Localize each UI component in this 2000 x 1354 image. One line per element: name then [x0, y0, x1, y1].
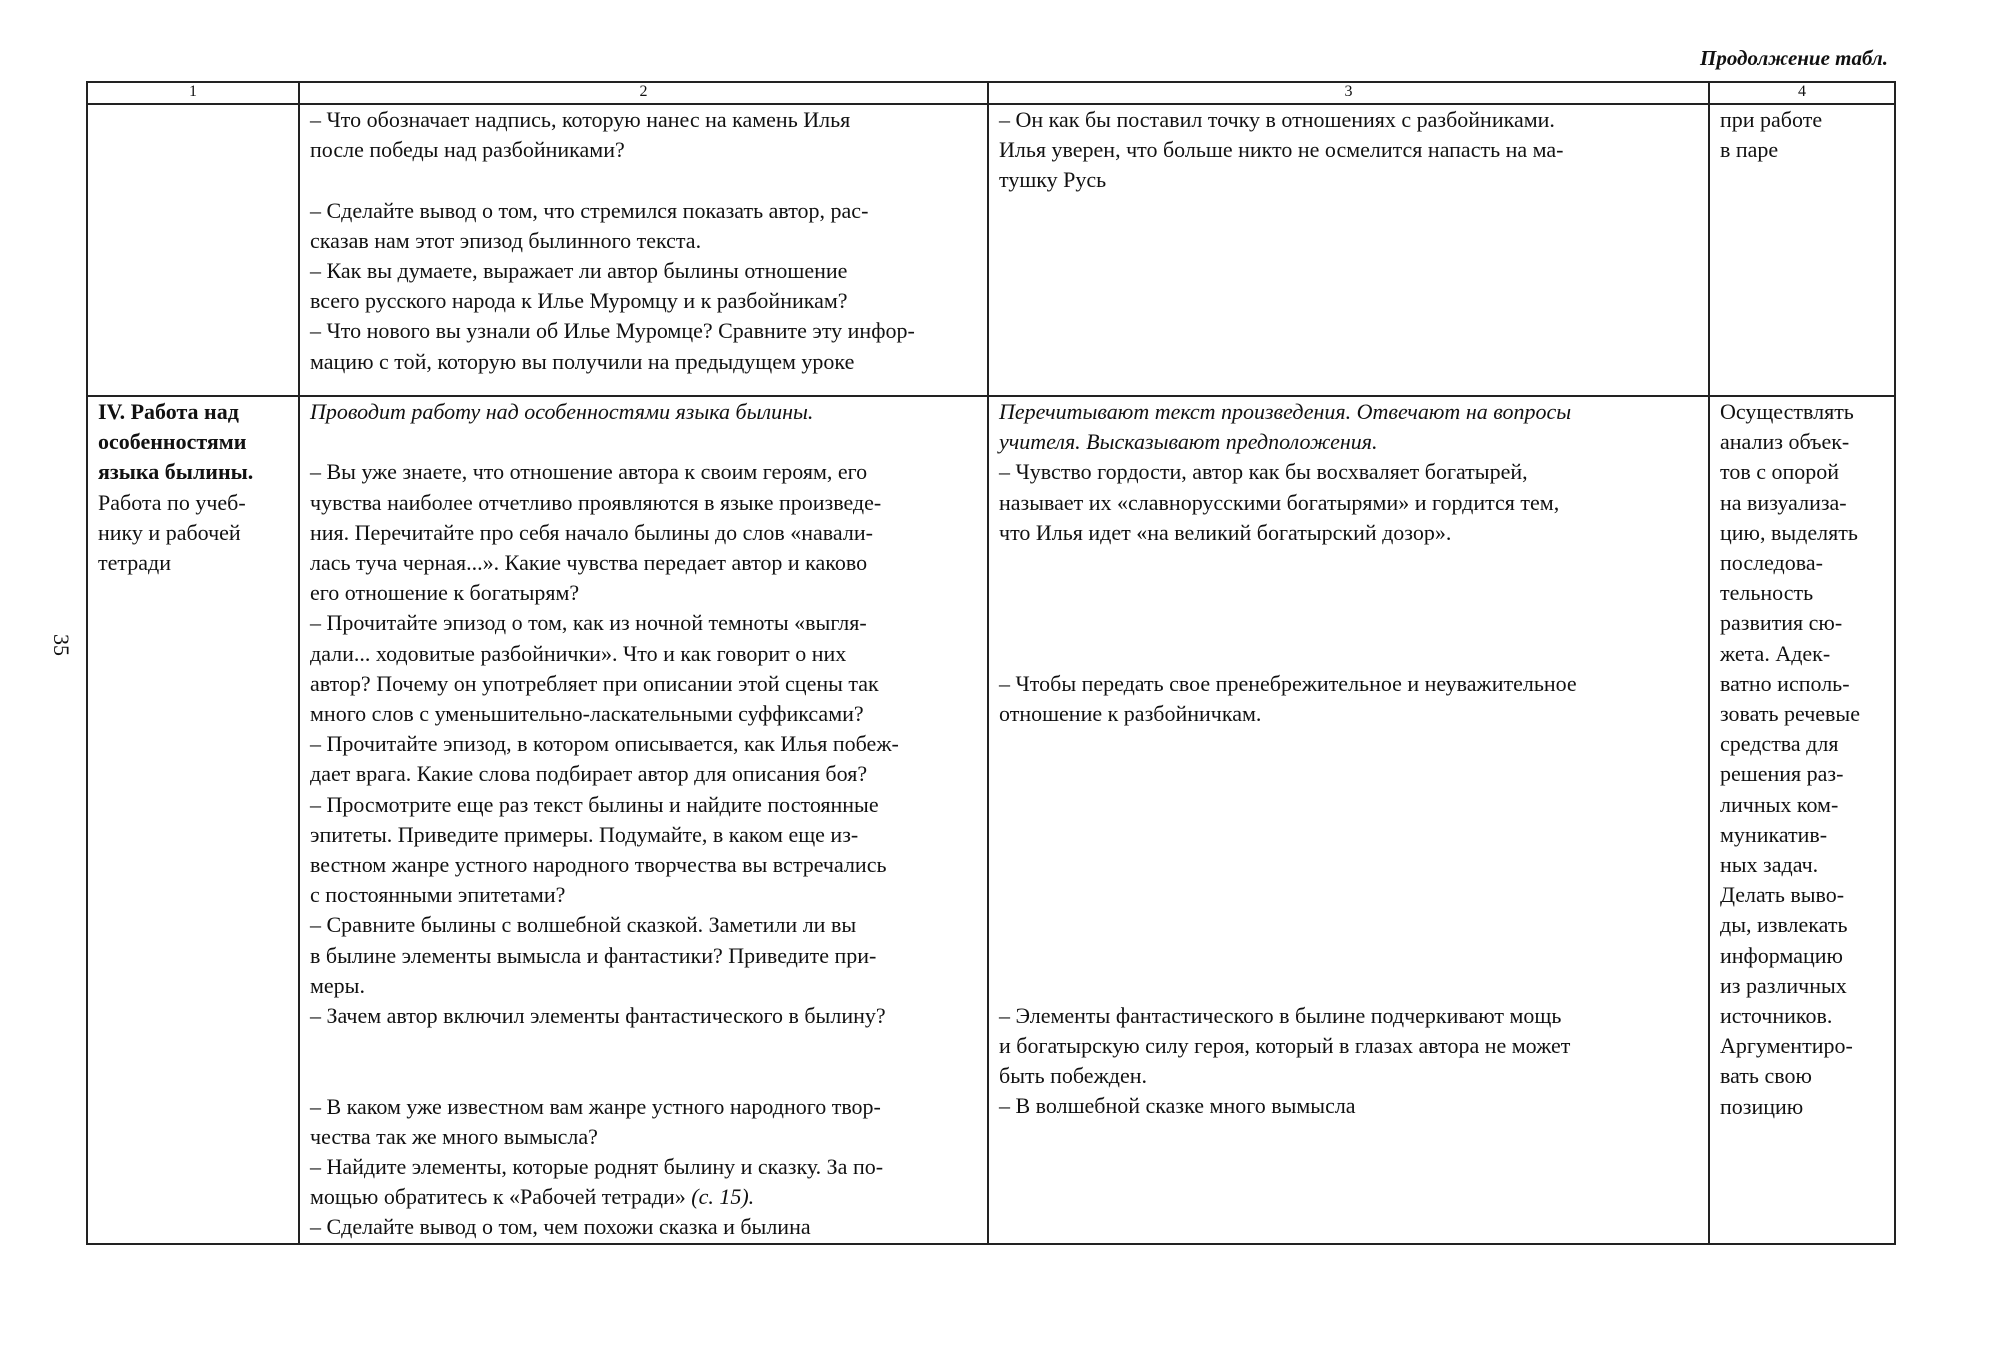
text-line: развития сю-	[1720, 610, 1843, 636]
skills-cell	[1709, 104, 1895, 396]
text-line: – Что обозначает надпись, которую нанес на камень Илья	[310, 107, 851, 132]
text-line: – Вы уже знаете, что отношение автора к своим героям, его	[310, 459, 868, 485]
text-line: – Как вы думаете, выражает ли автор былины отношение	[310, 258, 848, 283]
text-line: вестном жанре устного народного творчества вы встречались	[310, 852, 887, 878]
text-line: – Зачем автор включил элементы фантастического в былину?	[310, 1003, 886, 1029]
text-line: что Илья идет «на великий богатырский дозор».	[999, 519, 1452, 545]
text-line: эпитеты. Приведите примеры. Подумайте, в каком еще из-	[310, 821, 859, 847]
text-line: чества так же много вымысла?	[310, 1123, 598, 1149]
text-line: дает врага. Какие слова подбирает автор для описания боя?	[310, 761, 868, 787]
text-line: Аргументиро-	[1720, 1033, 1853, 1059]
text-line: – Прочитайте эпизод о том, как из ночной темноты «выгля-	[310, 610, 867, 636]
lesson-table	[86, 81, 1896, 1245]
text-line: – В волшебной сказке много вымысла	[999, 1093, 1356, 1119]
student-activity-heading: учителя. Высказывают предположения.	[999, 429, 1378, 455]
text-line: при работе	[1720, 107, 1823, 132]
text-line: лась туча черная...». Какие чувства передает автор и каково	[310, 550, 868, 575]
stage-title-line: IV. Работа над	[98, 399, 239, 424]
text-line: – Найдите элементы, которые роднят былину и сказку. За по-	[310, 1154, 884, 1180]
text-line: зовать речевые	[1720, 701, 1860, 727]
stage-cell	[87, 104, 299, 396]
text-line: жета. Адек-	[1720, 640, 1831, 666]
text-line: мацию с той, которую вы получили на предыдущем уроке	[310, 348, 855, 374]
text-line: сказав нам этот эпизод былинного текста.	[310, 227, 702, 253]
text-line: всего русского народа к Илье Муромцу и к разбойникам?	[310, 288, 848, 314]
text-line: – Он как бы поставил точку в отношениях с разбойниками.	[999, 107, 1555, 132]
text-line: после победы над разбойниками?	[310, 137, 625, 163]
column-number-3: 3	[988, 82, 1709, 104]
text-line: – Сделайте вывод о том, что стремился показать автор, рас-	[310, 197, 869, 223]
teacher-activity-cell	[299, 104, 988, 396]
text-line: много слов с уменьшительно-ласкательными суффиксами?	[310, 701, 864, 727]
column-number-2: 2	[299, 82, 988, 104]
text-line: из различных	[1720, 972, 1847, 998]
column-number-row	[87, 82, 1895, 104]
text-line: и богатырскую силу героя, который в глазах автора не может	[999, 1033, 1571, 1059]
column-number-4: 4	[1709, 82, 1895, 104]
text-line: Илья уверен, что больше никто не осмелится напасть на ма-	[999, 137, 1564, 163]
text-line: отношение к разбойничкам.	[999, 700, 1262, 726]
teacher-activity-heading: Проводит работу над особенностями языка былины.	[310, 399, 814, 424]
text-line: – Сравните былины с волшебной сказкой. Заметили ли вы	[310, 912, 857, 938]
student-activity-cell	[988, 104, 1709, 396]
text-line: – Что нового вы узнали об Илье Муромце? Сравните эту инфор-	[310, 318, 915, 344]
text-line: на визуализа-	[1720, 489, 1847, 515]
text-line: тетради	[98, 550, 171, 576]
text-line: решения раз-	[1720, 761, 1844, 787]
text-line: называет их «славнорусскими богатырями» и гордится тем,	[999, 489, 1560, 515]
skills-cell	[1709, 396, 1895, 1244]
text-line: в паре	[1720, 137, 1779, 163]
table-row	[87, 104, 1895, 396]
workbook-reference-text: мощью обратитесь к «Рабочей тетради»	[310, 1184, 686, 1210]
stage-title-line: языка былины.	[98, 459, 254, 485]
text-line: ватно исполь-	[1720, 670, 1850, 696]
text-line: – Чувство гордости, автор как бы восхваляет богатырей,	[999, 459, 1528, 485]
text-line: последова-	[1720, 550, 1823, 576]
stage-title-line: особенностями	[98, 429, 247, 455]
page-number: 35	[49, 634, 74, 656]
column-number-1: 1	[87, 82, 299, 104]
text-line: с постоянными эпитетами?	[310, 882, 566, 908]
text-line: – Элементы фантастического в былине подчеркивают мощь	[999, 1002, 1562, 1028]
stage-cell	[87, 396, 299, 1244]
text-line: – Сделайте вывод о том, чем похожи сказка и былина	[310, 1214, 811, 1240]
text-line: вать свою	[1720, 1063, 1812, 1089]
student-activity-cell	[988, 396, 1709, 1244]
text-line: Делать выво-	[1720, 882, 1845, 908]
table-row	[87, 396, 1895, 1244]
text-line: позицию	[1720, 1093, 1804, 1119]
text-line: нику и рабочей	[98, 519, 241, 545]
student-activity-heading: Перечитывают текст произведения. Отвечают на вопросы	[999, 399, 1572, 424]
text-line: муникатив-	[1720, 821, 1828, 847]
workbook-page-reference: (с. 15).	[691, 1184, 755, 1210]
text-line: быть побежден.	[999, 1063, 1147, 1089]
text-line: источников.	[1720, 1003, 1833, 1029]
text-line: чувства наиболее отчетливо проявляются в языке произведе-	[310, 489, 882, 515]
text-line: анализ объек-	[1720, 429, 1850, 455]
text-line: – В каком уже известном вам жанре устного народного твор-	[310, 1093, 881, 1119]
text-line: тов с опорой	[1720, 459, 1840, 485]
text-line: тельность	[1720, 580, 1814, 606]
text-line: информацию	[1720, 942, 1843, 968]
text-line: ния. Перечитайте про себя начало былины до слов «навали-	[310, 519, 873, 545]
text-line: тушку Русь	[999, 167, 1107, 193]
text-line: – Чтобы передать свое пренебрежительное и неуважительное	[999, 670, 1577, 696]
text-line: в былине элементы вымысла и фантастики? Приведите при-	[310, 942, 877, 968]
text-line: дали... ходовитые разбойнички». Что и как говорит о них	[310, 640, 847, 666]
text-line: средства для	[1720, 731, 1839, 757]
text-line: – Прочитайте эпизод, в котором описывается, как Илья побеж-	[310, 731, 899, 757]
text-line: ных задач.	[1720, 852, 1819, 878]
teacher-activity-cell	[299, 396, 988, 1244]
text-line	[310, 1182, 977, 1212]
text-line: автор? Почему он употребляет при описании этой сцены так	[310, 670, 879, 696]
continuation-label: Продолжение табл.	[1700, 46, 1888, 70]
text-line: – Просмотрите еще раз текст былины и найдите постоянные	[310, 791, 879, 817]
text-line: Работа по учеб-	[98, 489, 246, 515]
text-line: его отношение к богатырям?	[310, 580, 580, 606]
text-line: Осуществлять	[1720, 399, 1854, 424]
text-line: цию, выделять	[1720, 519, 1858, 545]
text-line: личных ком-	[1720, 791, 1839, 817]
text-line: ды, извлекать	[1720, 912, 1848, 938]
text-line: меры.	[310, 972, 365, 998]
